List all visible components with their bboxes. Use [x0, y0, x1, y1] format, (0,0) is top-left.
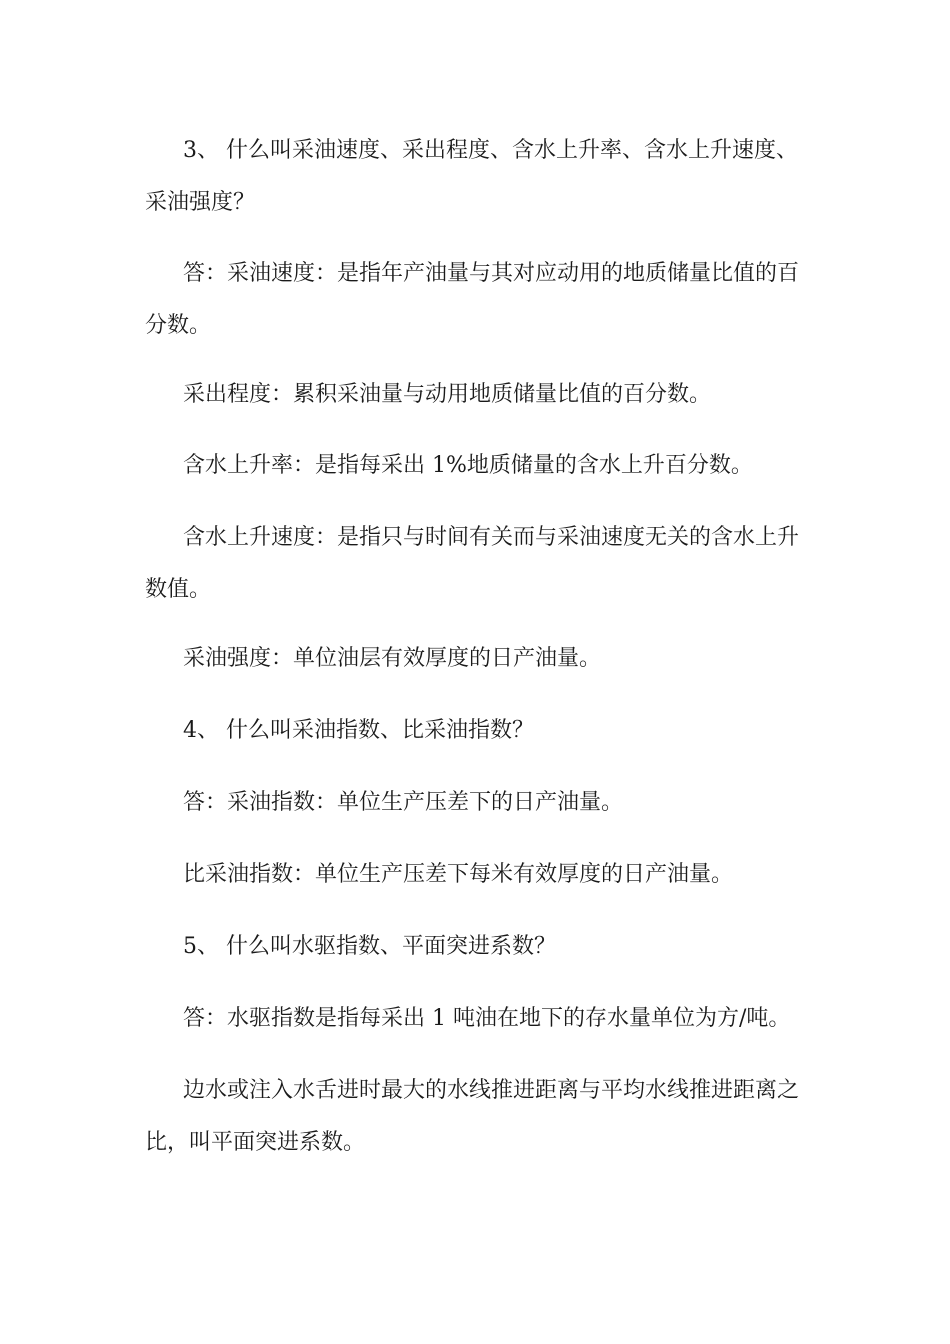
answer-4-specific-productivity-index: 比采油指数：单位生产压差下每米有效厚度的日产油量。	[183, 862, 734, 887]
question-3: 3、 什么叫采油速度、采出程度、含水上升率、含水上升速度、采油强度？	[145, 138, 798, 215]
answer-3-oil-production-intensity: 采油强度：单位油层有效厚度的日产油量。	[183, 646, 602, 671]
answer-3-recovery-degree: 采出程度：累积采油量与动用地质储量比值的百分数。	[183, 382, 712, 407]
answer-5-areal-sweep-coefficient: 边水或注入水舌进时最大的水线推进距离与平均水线推进距离之比，叫平面突进系数。	[145, 1078, 800, 1155]
answer-3-water-cut-rise-rate: 含水上升率：是指每采出 1%地质储量的含水上升百分数。	[183, 453, 753, 478]
answer-3-oil-recovery-rate: 答：采油速度：是指年产油量与其对应动用的地质储量比值的百分数。	[145, 261, 800, 338]
question-4: 4、 什么叫采油指数、比采油指数？	[183, 718, 534, 743]
answer-4-productivity-index: 答：采油指数：单位生产压差下的日产油量。	[183, 790, 624, 815]
question-5: 5、 什么叫水驱指数、平面突进系数？	[183, 934, 556, 959]
answer-5-water-drive-index: 答：水驱指数是指每采出 1 吨油在地下的存水量单位为方/吨。	[183, 1006, 791, 1031]
answer-3-water-cut-rise-speed: 含水上升速度：是指只与时间有关而与采油速度无关的含水上升数值。	[145, 525, 800, 602]
